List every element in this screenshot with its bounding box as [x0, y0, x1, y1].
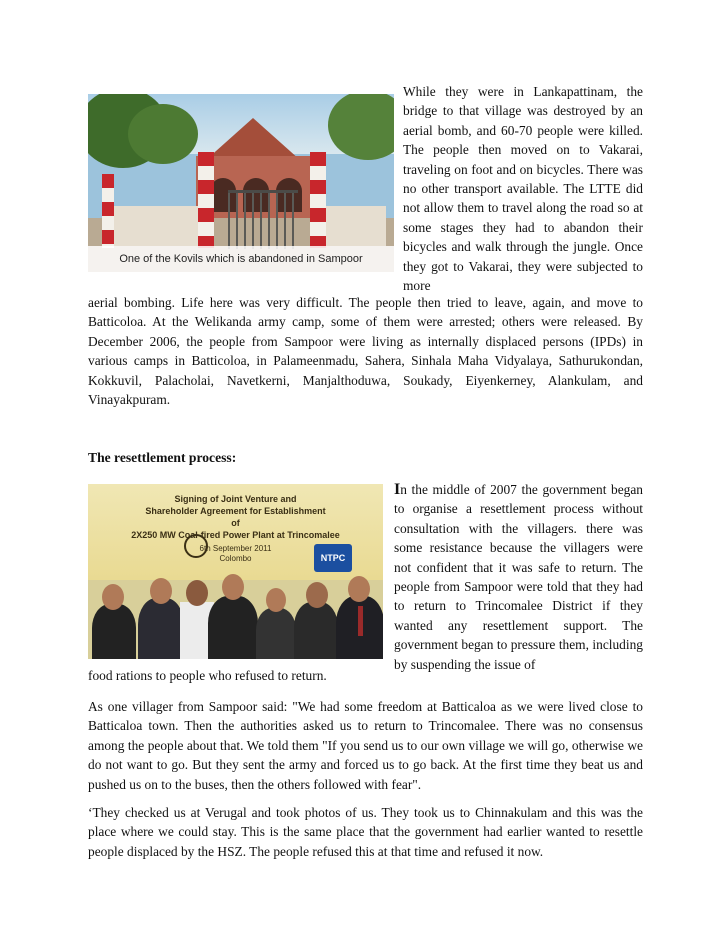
paragraph-3: As one villager from Sampoor said: "We had some freedom at Batticaloa as we were lived close to Batticaloa town. Then the authorities asked us to return to Trincomalee. There was no consensus among the people about that. We told them "If you send us to our own village we will go, otherwise we do not want to go. But they sent the army and forced us to go back. At the first time they beat us and pushed us on to the buses, then the others followed with fear".: [88, 699, 643, 792]
signing-ceremony-photo: Signing of Joint Venture and Shareholder Agreement for Establishment of 2X250 MW Coal-fired Power Plant at Trincomalee 6th September 2011 Colombo NTPC: [88, 484, 383, 659]
paragraph-2: food rations to people who refused to return.: [88, 668, 327, 683]
paragraph-2-right: In the middle of 2007 the government began to organise a resettlement process without consultation with the villagers. there was some resistance because the villagers were not confident that it was safe to return. The people from Sampoor were told that they had to return to Trincomalee District if they wanted any resettlement support. The government began to pressure them, including by suspending the issue of: [394, 481, 643, 672]
paragraph-4: ‘They checked us at Verugal and took photos of us. They took us to Chinnakulam and this was the place where we could stay. This is the same place that the government had earlier wanted to resettle people displaced by the HSZ. The people refused this at that time and refused it now.: [88, 805, 643, 859]
paragraph-1: aerial bombing. Life here was very difficult. The people then tried to leave, again, and move to Batticoloa. At the Welikanda army camp, some of them were arrested; others were released. By December 2006, the people from Sampoor were living as internally displaced persons (IPDs) in various camps in Batticoloa, in Palameenmadu, Sahera, Sinhala Maha Vidyalaya, Sathurukondan, Kokkuvil, Palacholai, Navetkerni, Manjalthoduwa, Soukady, Eiyenkerney, Alankulam, and Vinayakpuram.: [88, 295, 643, 408]
clock-icon: [184, 534, 208, 558]
section-heading: The resettlement process:: [88, 450, 237, 465]
photo-caption: One of the Kovils which is abandoned in Sampoor: [88, 246, 394, 272]
kovil-photo: [88, 94, 394, 272]
drop-cap: I: [394, 481, 401, 498]
paragraph-1-right: While they were in Lankapattinam, the bridge to that village was destroyed by an aerial bomb, and 60-70 people were killed. The people then moved on to Vakarai, traveling on foot and on bicycles. There was no other transport available. The LTTE did not allow them to travel along the road so at some stages they had to abandon their bicycles and walk through the jungle. Once they got to Vakarai, they were subjected to more: [403, 84, 643, 294]
ntpc-logo: NTPC: [314, 544, 352, 572]
